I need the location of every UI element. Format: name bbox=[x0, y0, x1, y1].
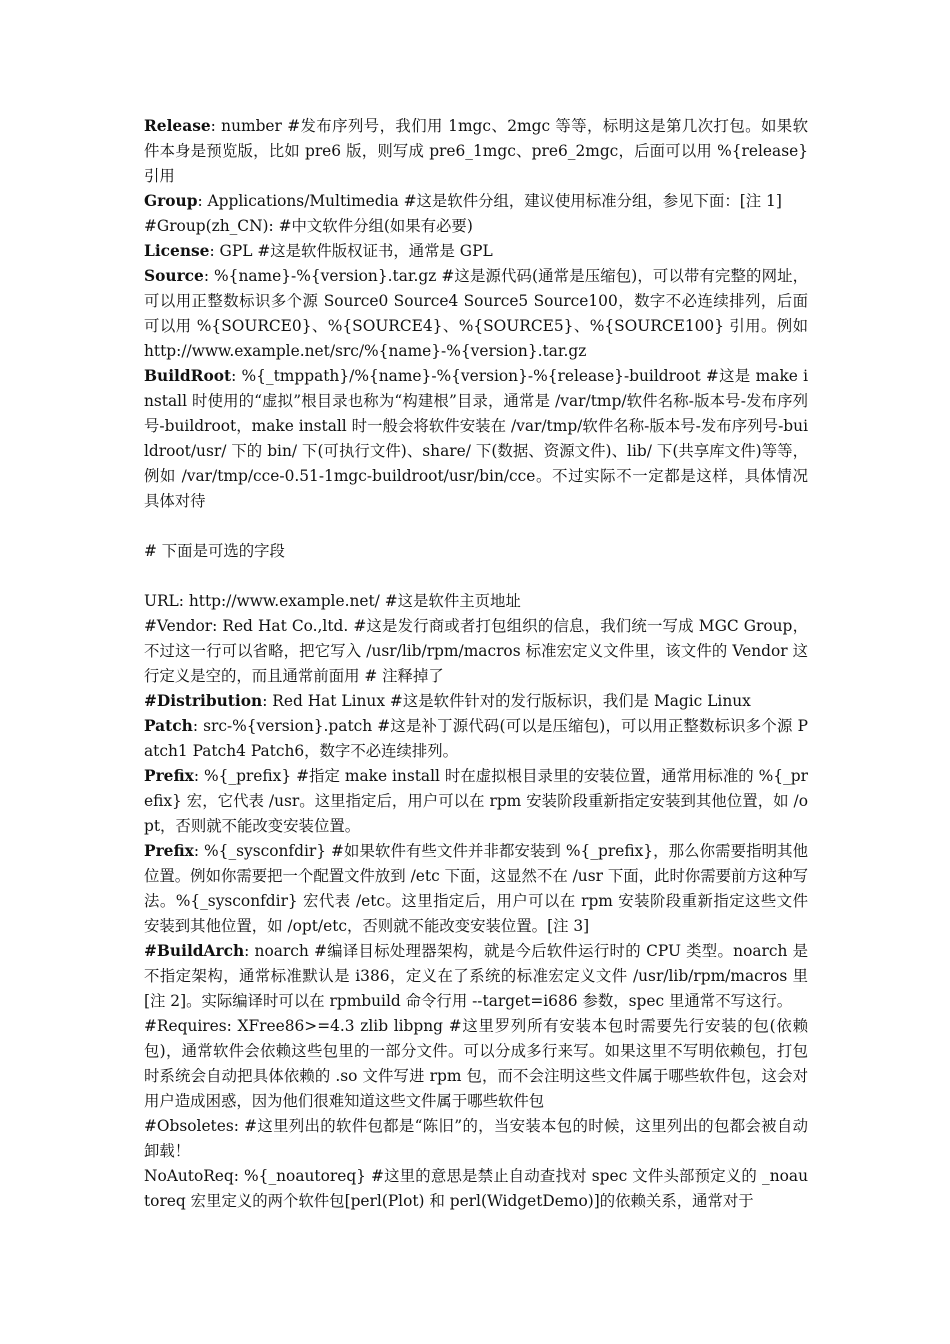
paragraph-text: : %{_prefix} #指定 make install 时在虚拟根目录里的安装位置，通常用标准的 %{_prefix} 宏，它代表 /usr。这里指定后，用户可以在 rpm 安装阶段重新指定安装到其他位置，如 /opt，否则就不能改变安装位置。 bbox=[144, 767, 808, 835]
paragraph bbox=[144, 264, 808, 364]
paragraph-text: #Vendor: Red Hat Co.,ltd. #这是发行商或者打包组织的信息，我们统一写成 MGC Group，不过这一行可以省略，把它写入 /usr/lib/rpm/macros 标准宏定义文件里，该文件的 Vendor 这行定义是空的，而且通常前面用 # 注释掉了 bbox=[144, 617, 808, 685]
field-label: #Distribution bbox=[144, 692, 263, 710]
paragraph-text: : number #发布序列号，我们用 1mgc、2mgc 等等，标明这是第几次打包。如果软件本身是预览版，比如 pre6 版，则写成 pre6_1mgc、pre6_2mgc，后面可以用 %{release} 引用 bbox=[144, 117, 808, 185]
field-label: Prefix bbox=[144, 842, 194, 860]
paragraph-text: : %{_tmppath}/%{name}-%{version}-%{release}-buildroot #这是 make install 时使用的“虚拟”根目录也称为“构建根”目录，通常是 /var/tmp/软件名称-版本号-发布序列号-buildroot，make install 时一般会将软件安装在 /var/tmp/软件名称-版本号-发布序列号-buildroot/usr/ 下的 bin/ 下(可执行文件)、share/ 下(数据、资源文件)、lib/ 下(共享库文件)等等，例如 /var/tmp/cce-0.51-1mgc-buildroot/usr/bin/cce。不过实际不一定都是这样，具体情况具体对待 bbox=[144, 367, 808, 510]
paragraph bbox=[144, 714, 808, 764]
paragraph-text: : %{_sysconfdir} #如果软件有些文件并非都安装到 %{_prefix}，那么你需要指明其他位置。例如你需要把一个配置文件放到 /etc 下面，这显然不在 /usr 下面，此时你需要前方这种写法。%{_sysconfdir} 宏代表 /etc。这里指定后，用户可以在 rpm 安装阶段重新指定这些文件安装到其他位置，如 /opt/etc，否则就不能改变安装位置。[注 3] bbox=[144, 842, 808, 935]
paragraph-text: : GPL #这是软件版权证书，通常是 GPL bbox=[209, 242, 493, 260]
paragraph-gap bbox=[144, 514, 808, 539]
paragraph bbox=[144, 614, 808, 689]
paragraph-text: : noarch #编译目标处理器架构，就是今后软件运行时的 CPU 类型。noarch 是不指定架构，通常标准默认是 i386，定义在了系统的标准宏定义文件 /usr/lib/rpm/macros 里[注 2]。实际编译时可以在 rpmbuild 命令行用 --target=i686 参数，spec 里通常不写这行。 bbox=[144, 942, 808, 1010]
field-label: Source bbox=[144, 267, 204, 285]
paragraph bbox=[144, 1164, 808, 1214]
paragraph bbox=[144, 539, 808, 564]
field-label: BuildRoot bbox=[144, 367, 232, 385]
paragraph-gap bbox=[144, 564, 808, 589]
paragraph bbox=[144, 364, 808, 514]
paragraph bbox=[144, 589, 808, 614]
paragraph-text: : Applications/Multimedia #这是软件分组，建议使用标准分组，参见下面：[注 1] bbox=[197, 192, 782, 210]
paragraph bbox=[144, 114, 808, 189]
paragraph bbox=[144, 189, 808, 214]
paragraph bbox=[144, 1014, 808, 1114]
field-label: Prefix bbox=[144, 767, 194, 785]
paragraph bbox=[144, 239, 808, 264]
paragraph-text: #Group(zh_CN): #中文软件分组(如果有必要) bbox=[144, 217, 473, 235]
paragraph bbox=[144, 839, 808, 939]
field-label: #BuildArch bbox=[144, 942, 245, 960]
paragraph-text: #Obsoletes: #这里列出的软件包都是“陈旧”的，当安装本包的时候，这里列出的包都会被自动卸载！ bbox=[144, 1117, 808, 1160]
document-page bbox=[144, 114, 808, 1214]
field-label: Release bbox=[144, 117, 211, 135]
paragraph-text: # 下面是可选的字段 bbox=[144, 542, 285, 560]
paragraph bbox=[144, 939, 808, 1014]
paragraph-text: : %{name}-%{version}.tar.gz #这是源代码(通常是压缩包)，可以带有完整的网址，可以用正整数标识多个源 Source0 Source4 Source5 Source100，数字不必连续排列，后面可以用 %{SOURCE0}、%{SOURCE4}、%{SOURCE5}、%{SOURCE100} 引用。例如 http://www.example.net/src/%{name}-%{version}.tar.gz bbox=[144, 267, 808, 360]
paragraph bbox=[144, 214, 808, 239]
paragraph bbox=[144, 764, 808, 839]
paragraph-text: URL: http://www.example.net/ #这是软件主页地址 bbox=[144, 592, 521, 610]
field-label: Patch bbox=[144, 717, 193, 735]
field-label: Group bbox=[144, 192, 198, 210]
paragraph-text: : Red Hat Linux #这是软件针对的发行版标识，我们是 Magic Linux bbox=[262, 692, 751, 710]
paragraph bbox=[144, 689, 808, 714]
paragraph-text: NoAutoReq: %{_noautoreq} #这里的意思是禁止自动查找对 spec 文件头部预定义的 _noautoreq 宏里定义的两个软件包[perl(Plot) 和 perl(WidgetDemo)]的依赖关系，通常对于 bbox=[144, 1167, 808, 1210]
paragraph bbox=[144, 1114, 808, 1164]
field-label: License bbox=[144, 242, 210, 260]
paragraph-text: #Requires: XFree86>=4.3 zlib libpng #这里罗列所有安装本包时需要先行安装的包(依赖包)，通常软件会依赖这些包里的一部分文件。可以分成多行来写。如果这里不写明依赖包，打包时系统会自动把具体依赖的 .so 文件写进 rpm 包，而不会注明这些文件属于哪些软件包，这会对用户造成困惑，因为他们很难知道这些文件属于哪些软件包 bbox=[144, 1017, 808, 1110]
paragraph-text: : src-%{version}.patch #这是补丁源代码(可以是压缩包)，可以用正整数标识多个源 Patch1 Patch4 Patch6，数字不必连续排列。 bbox=[144, 717, 808, 760]
